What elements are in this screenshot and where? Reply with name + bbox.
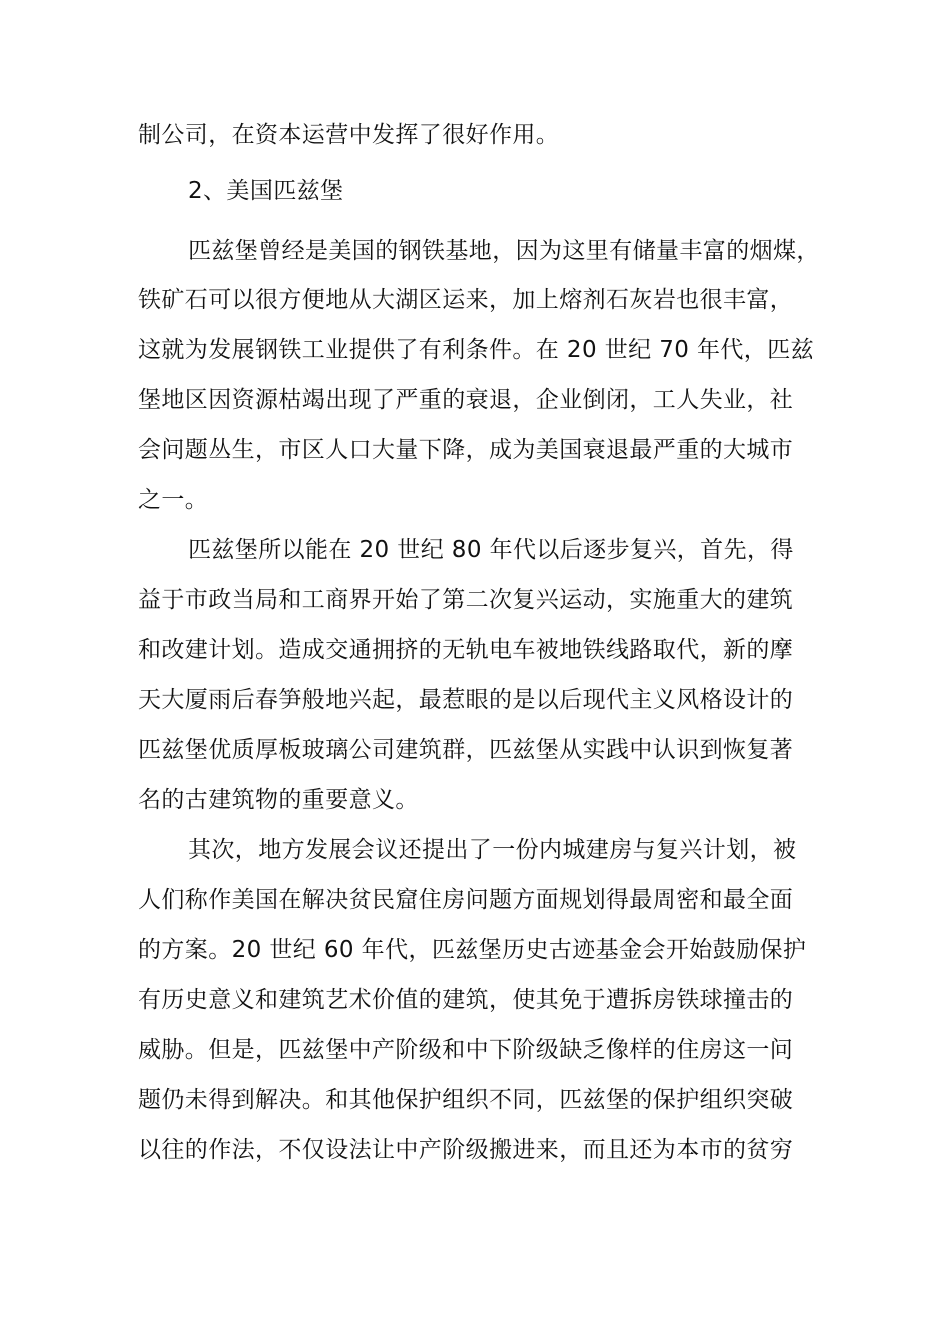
text-line: 会问题丛生，市区人口大量下降，成为美国衰退最严重的大城市 (138, 437, 794, 463)
text-line: 这就为发展钢铁工业提供了有利条件。在 20 世纪 70 年代，匹兹 (138, 337, 814, 363)
text-line: 和改建计划。造成交通拥挤的无轨电车被地铁线路取代，新的摩 (138, 637, 794, 663)
text-line: 铁矿石可以很方便地从大湖区运来，加上熔剂石灰岩也很丰富， (138, 287, 794, 313)
text-line: 有历史意义和建筑艺术价值的建筑，使其免于遭拆房铁球撞击的 (138, 987, 794, 1013)
text-line: 以往的作法，不仅设法让中产阶级搬进来，而且还为本市的贫穷 (138, 1137, 794, 1163)
text-line: 益于市政当局和工商界开始了第二次复兴运动，实施重大的建筑 (138, 587, 794, 613)
text-line: 堡地区因资源枯竭出现了严重的衰退，企业倒闭，工人失业，社 (138, 387, 794, 413)
text-line: 天大厦雨后春笋般地兴起，最惹眼的是以后现代主义风格设计的 (138, 687, 794, 713)
text-line: 人们称作美国在解决贫民窟住房问题方面规划得最周密和最全面 (138, 887, 794, 913)
text-line: 之一。 (138, 487, 209, 513)
section-heading: 2、美国匹兹堡 (188, 178, 344, 204)
text-line: 匹兹堡优质厚板玻璃公司建筑群，匹兹堡从实践中认识到恢复著 (138, 737, 794, 763)
text-line: 匹兹堡曾经是美国的钢铁基地，因为这里有储量丰富的烟煤， (188, 238, 820, 264)
text-line: 威胁。但是，匹兹堡中产阶级和中下阶级缺乏像样的住房这一问 (138, 1037, 794, 1063)
text-line: 制公司，在资本运营中发挥了很好作用。 (138, 122, 560, 148)
text-line: 名的古建筑物的重要意义。 (138, 787, 419, 813)
text-line: 题仍未得到解决。和其他保护组织不同，匹兹堡的保护组织突破 (138, 1087, 794, 1113)
text-line: 其次，地方发展会议还提出了一份内城建房与复兴计划，被 (188, 837, 797, 863)
text-line: 的方案。20 世纪 60 年代，匹兹堡历史古迹基金会开始鼓励保护 (138, 937, 807, 963)
text-line: 匹兹堡所以能在 20 世纪 80 年代以后逐步复兴，首先，得 (188, 537, 794, 563)
